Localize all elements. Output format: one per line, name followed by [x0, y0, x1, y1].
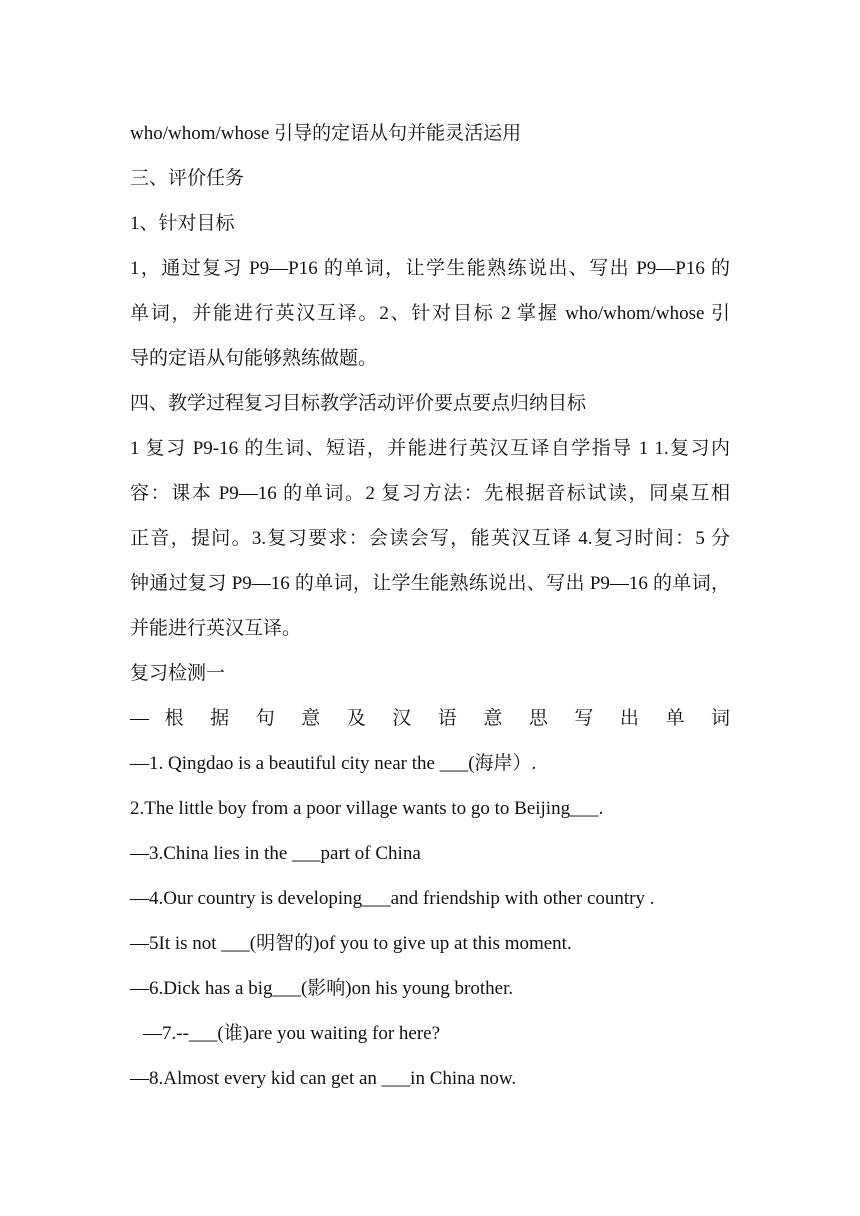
document-body — [130, 111, 730, 1101]
text-line-process-3: 正音，提问。3.复习要求：会读会写，能英汉互译 4.复习时间：5 分 — [130, 528, 730, 549]
exercise-item-6: —6.Dick has a big___(影响)on his young brother. — [130, 978, 514, 999]
exercise-item-7: —7.--___(谁)are you waiting for here? — [143, 1023, 441, 1044]
exercise-item-3: —3.China lies in the ___part of China — [130, 843, 421, 864]
text-line-process-2: 容：课本 P9—16 的单词。2 复习方法：先根据音标试读，同桌互相 — [130, 483, 730, 504]
section-heading-evaluation-tasks: 三、评价任务 — [130, 168, 245, 189]
text-line-review-words-1: 1，通过复习 P9—P16 的单词，让学生能熟练说出、写出 P9—P16 的 — [130, 258, 730, 279]
text-line-review-words-3: 导的定语从句能够熟练做题。 — [130, 348, 378, 369]
text-line-relative-clause-goal: who/whom/whose 引导的定语从句并能灵活运用 — [130, 123, 522, 144]
text-line-review-words-2: 单词，并能进行英汉互译。2、针对目标 2 掌握 who/whom/whose 引 — [130, 303, 730, 324]
exercise-item-8: —8.Almost every kid can get an ___in China now. — [130, 1068, 517, 1089]
exercise-item-2: 2.The little boy from a poor village wants to go to Beijing___. — [130, 798, 604, 819]
section-heading-review-test: 复习检测一 — [130, 663, 226, 684]
text-line-process-1: 1 复习 P9-16 的生词、短语，并能进行英汉互译自学指导 1 1.复习内 — [130, 438, 730, 459]
text-line-process-5: 并能进行英汉互译。 — [130, 618, 302, 639]
text-line-process-4: 钟通过复习 P9—16 的单词，让学生能熟练说出、写出 P9—16 的单词， — [130, 573, 730, 594]
exercise-instruction: — 根 据 句 意 及 汉 语 意 思 写 出 单 词 — [130, 708, 730, 729]
exercise-item-1: —1. Qingdao is a beautiful city near the ___(海岸）. — [130, 753, 537, 774]
text-line-target-1: 1、针对目标 — [130, 213, 235, 234]
exercise-item-5: —5It is not ___(明智的)of you to give up at this moment. — [130, 933, 572, 954]
section-heading-teaching-process: 四、教学过程复习目标教学活动评价要点要点归纳目标 — [130, 393, 587, 414]
exercise-item-4: —4.Our country is developing___and friendship with other country . — [130, 888, 655, 909]
